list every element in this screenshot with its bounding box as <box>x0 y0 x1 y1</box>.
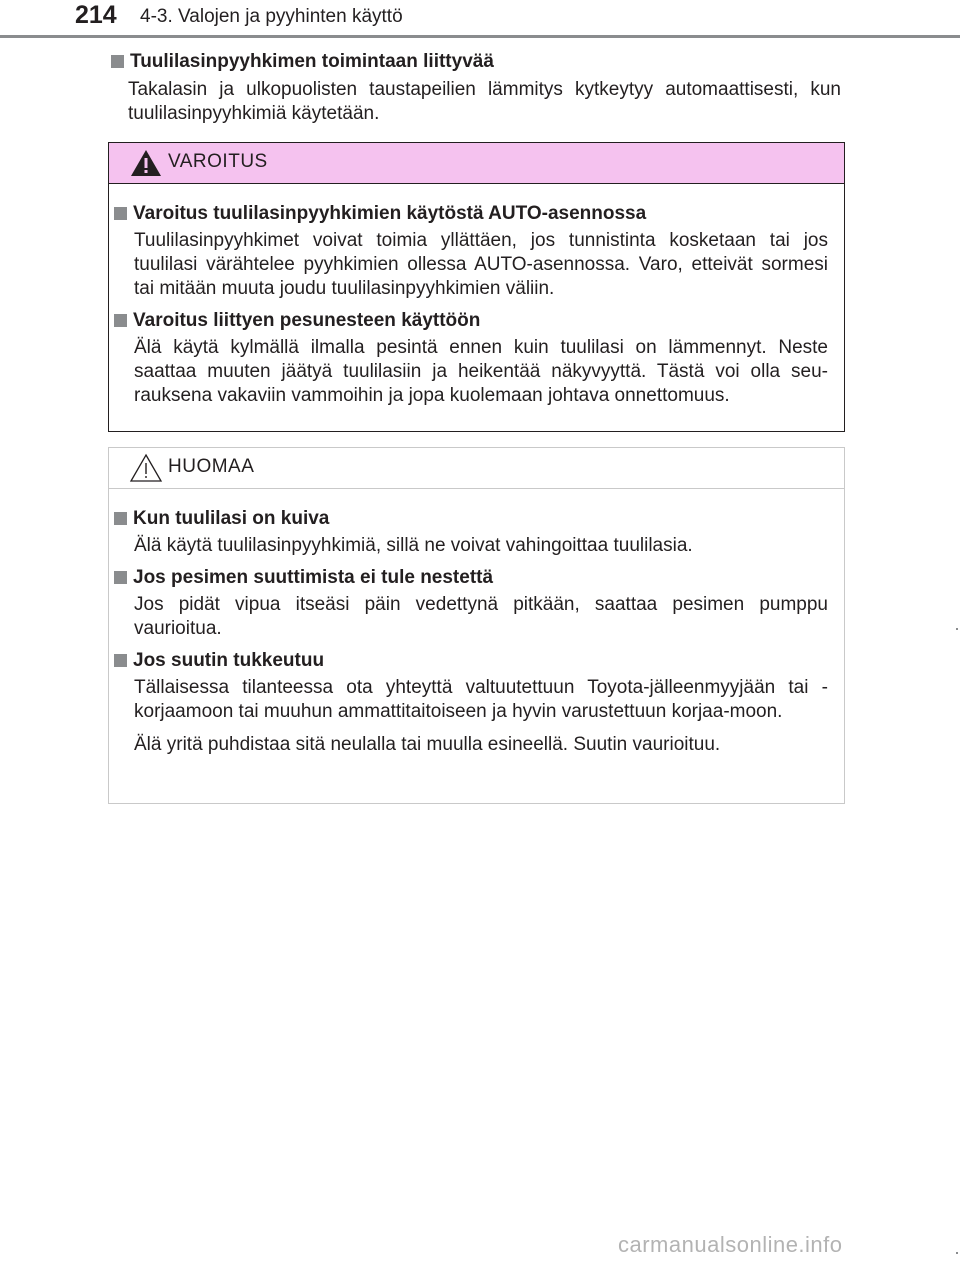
notice-header <box>109 448 844 489</box>
warning-item-heading <box>114 202 828 226</box>
warning-body <box>109 184 844 408</box>
square-bullet-icon <box>114 654 127 667</box>
notice-item-paragraph: Tällaisessa tilanteessa ota yhteyttä valtuutettuun Toyota-jälleenmyyjään tai -korjaamoon tai muuhun ammattitaitoiseen ja hyvin varustettuun korjaa-moon. <box>134 677 828 722</box>
notice-item-heading <box>114 507 828 531</box>
square-bullet-icon <box>114 512 127 525</box>
notice-item <box>114 649 828 757</box>
warning-item <box>114 202 828 301</box>
edge-tick <box>956 628 958 630</box>
notice-item-paragraph: Älä yritä puhdistaa sitä neulalla tai muulla esineellä. Suutin vaurioituu. <box>134 734 721 755</box>
notice-item-heading-text: Kun tuulilasi on kuiva <box>133 508 330 529</box>
watermark: carmanualsonline.info <box>618 1232 843 1257</box>
warning-item-heading-text: Varoitus liittyen pesunesteen käyttöön <box>133 310 481 331</box>
edge-tick <box>956 1252 958 1254</box>
notice-item-paragraph: Älä käytä tuulilasinpyyhkimiä, sillä ne voivat vahingoittaa tuulilasia. <box>134 535 693 556</box>
page-number: 214 <box>75 1 117 29</box>
intro-heading <box>111 50 841 74</box>
square-bullet-icon <box>114 314 127 327</box>
warning-item-paragraph: Tuulilasinpyyhkimet voivat toimia yllättäen, jos tunnistinta kosketaan tai jos tuulilasi värähtelee pyyhkimien ollessa AUTO-asennossa. Varo, etteivät sormesi tai mitään muuta joudu tuulilasinpyyhkimien väliin. <box>134 230 828 299</box>
notice-item <box>114 507 828 558</box>
intro-section <box>111 50 841 126</box>
warning-header <box>109 143 844 184</box>
square-bullet-icon <box>114 207 127 220</box>
warning-triangle-icon <box>129 148 163 178</box>
warning-item-paragraph: Älä käytä kylmällä ilmalla pesintä ennen kuin tuulilasi on lämmennyt. Neste saattaa muuten jäätyä tuulilasiin ja heikentää näkyvyyttä. Tästä voi olla seu-rauksena vakaviin vammoihin ja jopa kuolemaan johtava onnettomuus. <box>134 337 828 406</box>
notice-label: HUOMAA <box>168 456 255 477</box>
notice-item-heading <box>114 566 828 590</box>
notice-body <box>109 489 844 757</box>
notice-item-heading-text: Jos suutin tukkeutuu <box>133 650 325 671</box>
square-bullet-icon <box>114 571 127 584</box>
warning-box <box>108 142 845 432</box>
intro-heading-text: Tuulilasinpyyhkimen toimintaan liittyvää <box>130 51 494 72</box>
warning-item-heading-text: Varoitus tuulilasinpyyhkimien käytöstä AUTO-asennossa <box>133 203 647 224</box>
caution-outline-triangle-icon <box>129 453 163 483</box>
notice-item-paragraph: Jos pidät vipua itseäsi päin vedettynä pitkään, saattaa pesimen pumppu vaurioitua. <box>134 594 828 639</box>
notice-item <box>114 566 828 641</box>
notice-item-heading <box>114 649 828 673</box>
notice-item-heading-text: Jos pesimen suuttimista ei tule nestettä <box>133 567 494 588</box>
section-title: 4-3. Valojen ja pyyhinten käyttö <box>140 6 403 27</box>
square-bullet-icon <box>111 55 124 68</box>
intro-paragraph: Takalasin ja ulkopuolisten taustapeilien lämmitys kytkeytyy automaattisesti, kun tuulilasinpyyhkimiä käytetään. <box>128 79 841 124</box>
warning-label: VAROITUS <box>168 151 268 172</box>
header-rule <box>0 35 960 38</box>
warning-item-heading <box>114 309 828 333</box>
notice-box <box>108 447 845 804</box>
warning-item <box>114 309 828 408</box>
